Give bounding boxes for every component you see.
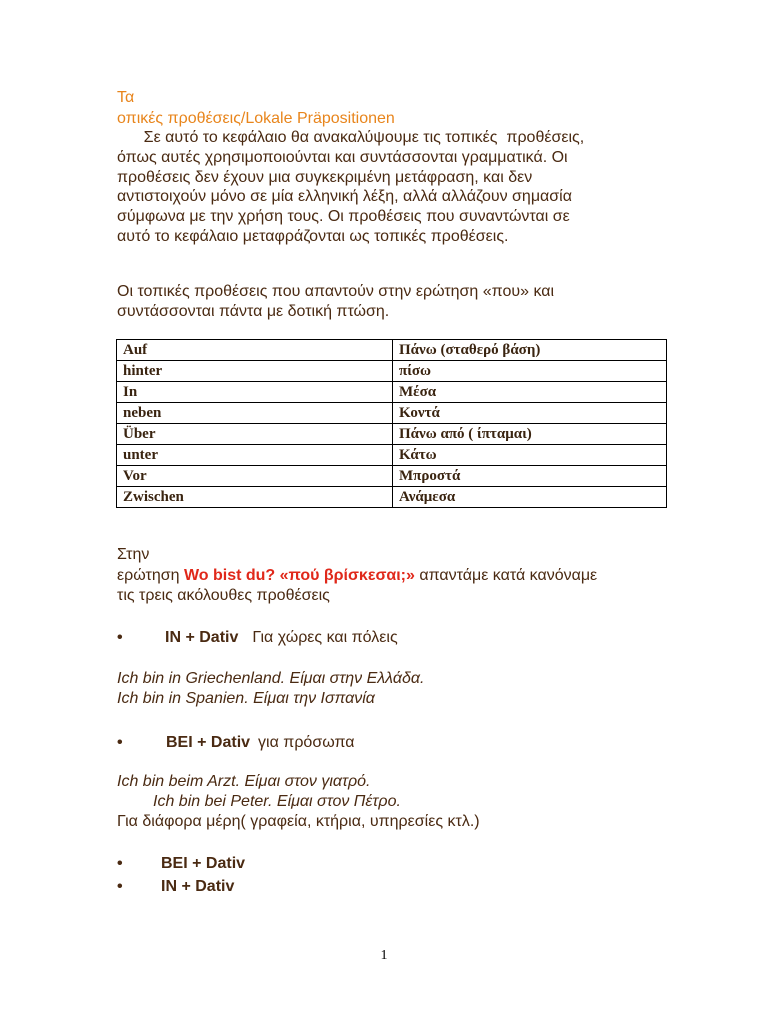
bullet-icon: • xyxy=(117,734,123,751)
table-cell-german: Über xyxy=(117,424,393,445)
rule2-note: Για διάφορα μέρη( γραφεία, κτήρια, υπηρεσίες κτλ.) xyxy=(117,813,480,830)
intro-line-2: όπως αυτές χρησιμοποιούνται και συντάσσονται γραμματικά. Οι xyxy=(117,149,568,166)
table-cell-greek: Κάτω xyxy=(393,445,667,466)
rule-bei-dativ-persons xyxy=(117,733,355,753)
rule-label: IN + Dativ xyxy=(161,878,235,895)
table-row xyxy=(117,361,667,382)
table-cell-german: In xyxy=(117,382,393,403)
rule1-example-2: Ich bin in Spanien. Είμαι την Ισπανία xyxy=(117,690,375,707)
table-cell-greek: Μπροστά xyxy=(393,466,667,487)
question-line-2 xyxy=(117,566,597,586)
rule2-example-1: Ich bin beim Arzt. Είμαι στον γιατρό. xyxy=(117,773,371,790)
rule-label: IN + Dativ xyxy=(165,629,239,646)
table-cell-german: unter xyxy=(117,445,393,466)
rule-in-dativ-places xyxy=(117,877,234,897)
table-row xyxy=(117,340,667,361)
rule-in-dativ-countries xyxy=(117,628,398,648)
table-cell-german: Vor xyxy=(117,466,393,487)
bullet-icon: • xyxy=(117,855,123,872)
table-cell-german: Zwischen xyxy=(117,487,393,508)
rule-label: BEI + Dativ xyxy=(166,734,251,751)
rule-desc: Για χώρες και πόλεις xyxy=(252,629,398,646)
intro-line-1: Σε αυτό το κεφάλαιο θα ανακαλύψουμε τις τοπικές προθέσεις, xyxy=(117,129,585,146)
dative-intro-line-1: Οι τοπικές προθέσεις που απαντούν στην ερώτηση «που» και xyxy=(117,283,555,300)
table-cell-greek: Ανάμεσα xyxy=(393,487,667,508)
table-row xyxy=(117,382,667,403)
table-cell-german: Auf xyxy=(117,340,393,361)
table-cell-german: hinter xyxy=(117,361,393,382)
heading-title: οπικές προθέσεις/Lokale Präpositionen xyxy=(117,110,395,127)
question-line-3: τις τρεις ακόλουθες προθέσεις xyxy=(117,587,330,604)
question-greek: «πού βρίσκεσαι;» xyxy=(275,567,415,584)
question-german: Wo bist du? xyxy=(183,567,276,584)
table-cell-german: neben xyxy=(117,403,393,424)
page-number: 1 xyxy=(380,948,388,963)
prepositions-table xyxy=(116,339,667,508)
intro-line-6: αυτό το κεφάλαιο μεταφράζονται ως τοπικές προθέσεις. xyxy=(117,228,509,245)
table-row xyxy=(117,403,667,424)
question-line-1: Στην xyxy=(117,546,150,563)
table-row xyxy=(117,424,667,445)
question-suffix: απαντάμε κατά κανόναμε xyxy=(414,567,598,584)
rule-desc: για πρόσωπα xyxy=(258,734,355,751)
question-prefix: ερώτηση xyxy=(117,567,184,584)
intro-line-3: προθέσεις δεν έχουν μια συγκεκριμένη μετάφραση, και δεν xyxy=(117,169,533,186)
rule2-example-2: Ich bin bei Peter. Είμαι στον Πέτρο. xyxy=(153,793,401,810)
table-row xyxy=(117,466,667,487)
table-cell-greek: Πάνω (σταθερό βάση) xyxy=(393,340,667,361)
table-cell-greek: Μέσα xyxy=(393,382,667,403)
intro-line-5: σύμφωνα με την χρήση τους. Οι προθέσεις που συναντώνται σε xyxy=(117,208,570,225)
bullet-icon: • xyxy=(117,629,123,646)
rule-label: BEI + Dativ xyxy=(161,855,246,872)
table-cell-greek: Πάνω από ( ίπταμαι) xyxy=(393,424,667,445)
rule-bei-dativ-places xyxy=(117,854,245,874)
dative-intro-line-2: συντάσσονται πάντα με δοτική πτώση. xyxy=(117,303,390,320)
heading-line-1: Τα xyxy=(117,89,135,106)
table-cell-greek: πίσω xyxy=(393,361,667,382)
bullet-icon: • xyxy=(117,878,123,895)
rule1-example-1: Ich bin in Griechenland. Είμαι στην Ελλάδα. xyxy=(117,670,425,687)
table-row xyxy=(117,445,667,466)
table-row xyxy=(117,487,667,508)
table-cell-greek: Κοντά xyxy=(393,403,667,424)
intro-line-4: αντιστοιχούν μόνο σε μία ελληνική λέξη, αλλά αλλάζουν σημασία xyxy=(117,188,572,205)
